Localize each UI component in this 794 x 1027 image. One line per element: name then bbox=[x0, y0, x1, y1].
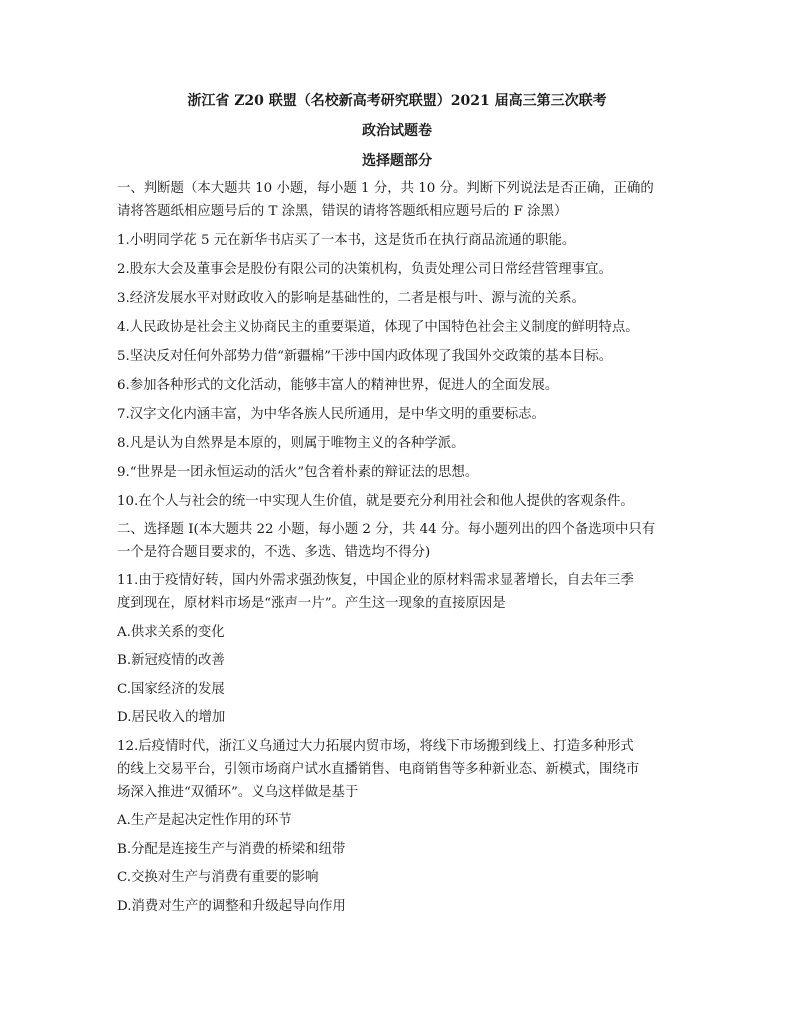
part-heading: 选择题部分 bbox=[362, 153, 432, 169]
question-12-option-a: A.生产是起决定性作用的环节 bbox=[117, 813, 292, 828]
judgement-item-1: 1.小明同学花 5 元在新华书店买了一本书，这是货币在执行商品流通的职能。 bbox=[117, 233, 576, 248]
judgement-item-8: 8.凡是认为自然界是本原的，则属于唯物主义的各种学派。 bbox=[117, 436, 465, 451]
question-12-stem: 12.后疫情时代，浙江义乌通过大力拓展内贸市场，将线下市场搬到线上、打造多种形式 bbox=[117, 739, 634, 754]
judgement-item-3: 3.经济发展水平对财政收入的影响是基础性的，二者是根与叶、源与流的关系。 bbox=[117, 291, 586, 306]
section1-instructions-cont: 请将答题纸相应题号后的 T 涂黑，错误的请将答题纸相应题号后的 F 涂黑） bbox=[117, 204, 568, 219]
question-11-option-a: A.供求关系的变化 bbox=[117, 625, 225, 640]
judgement-item-2: 2.股东大会及董事会是股份有限公司的决策机构，负责处理公司日常经营管理事宜。 bbox=[117, 262, 612, 277]
question-12-stem-cont-2: 场深入推进“双循环”。义乌这样做是基于 bbox=[117, 785, 359, 800]
section2-instructions: 二、选择题 I(本大题共 22 小题，每小题 2 分，共 44 分。每小题列出的四个备选项中只有 bbox=[117, 522, 656, 537]
question-11-option-b: B.新冠疫情的改善 bbox=[117, 653, 225, 668]
judgement-item-6: 6.参加各种形式的文化活动，能够丰富人的精神世界，促进人的全面发展。 bbox=[117, 378, 559, 393]
judgement-item-10: 10.在个人与社会的统一中实现人生价值，就是要充分利用社会和他人提供的客观条件。 bbox=[117, 494, 634, 509]
question-12-option-b: B.分配是连接生产与消费的桥梁和纽带 bbox=[117, 842, 346, 857]
question-11-stem: 11.由于疫情好转，国内外需求强劲恢复，中国企业的原材料需求显著增长，自去年三季 bbox=[117, 573, 634, 588]
question-12-option-c: C.交换对生产与消费有重要的影响 bbox=[117, 870, 319, 885]
question-12-option-d: D.消费对生产的调整和升级起导向作用 bbox=[117, 899, 346, 914]
judgement-item-5: 5.坚决反对任何外部势力借“新疆棉”干涉中国内政体现了我国外交政策的基本目标。 bbox=[117, 349, 613, 364]
section1-instructions: 一、判断题（本大题共 10 小题，每小题 1 分，共 10 分。判断下列说法是否正确，正确的 bbox=[117, 181, 654, 196]
exam-title: 浙江省 Z20 联盟（名校新高考研究联盟）2021 届高三第三次联考 bbox=[187, 93, 607, 109]
section2-instructions-cont: 一个是符合题目要求的，不选、多选、错选均不得分) bbox=[117, 545, 431, 560]
question-12-stem-cont: 的线上交易平台，引领市场商户试水直播销售、电商销售等多种新业态、新模式，围绕市 bbox=[117, 762, 640, 777]
judgement-item-9: 9.“世界是一团永恒运动的活火”包含着朴素的辩证法的思想。 bbox=[117, 465, 479, 480]
question-11-option-c: C.国家经济的发展 bbox=[117, 682, 225, 697]
question-11-stem-cont: 度到现在，原材料市场是“涨声一片”。产生这一现象的直接原因是 bbox=[117, 596, 506, 611]
judgement-item-4: 4.人民政协是社会主义协商民主的重要渠道，体现了中国特色社会主义制度的鲜明特点。 bbox=[117, 320, 639, 335]
judgement-item-7: 7.汉字文化内涵丰富，为中华各族人民所通用，是中华文明的重要标志。 bbox=[117, 407, 545, 422]
question-11-option-d: D.居民收入的增加 bbox=[117, 710, 226, 725]
exam-subject: 政治试题卷 bbox=[362, 123, 432, 139]
